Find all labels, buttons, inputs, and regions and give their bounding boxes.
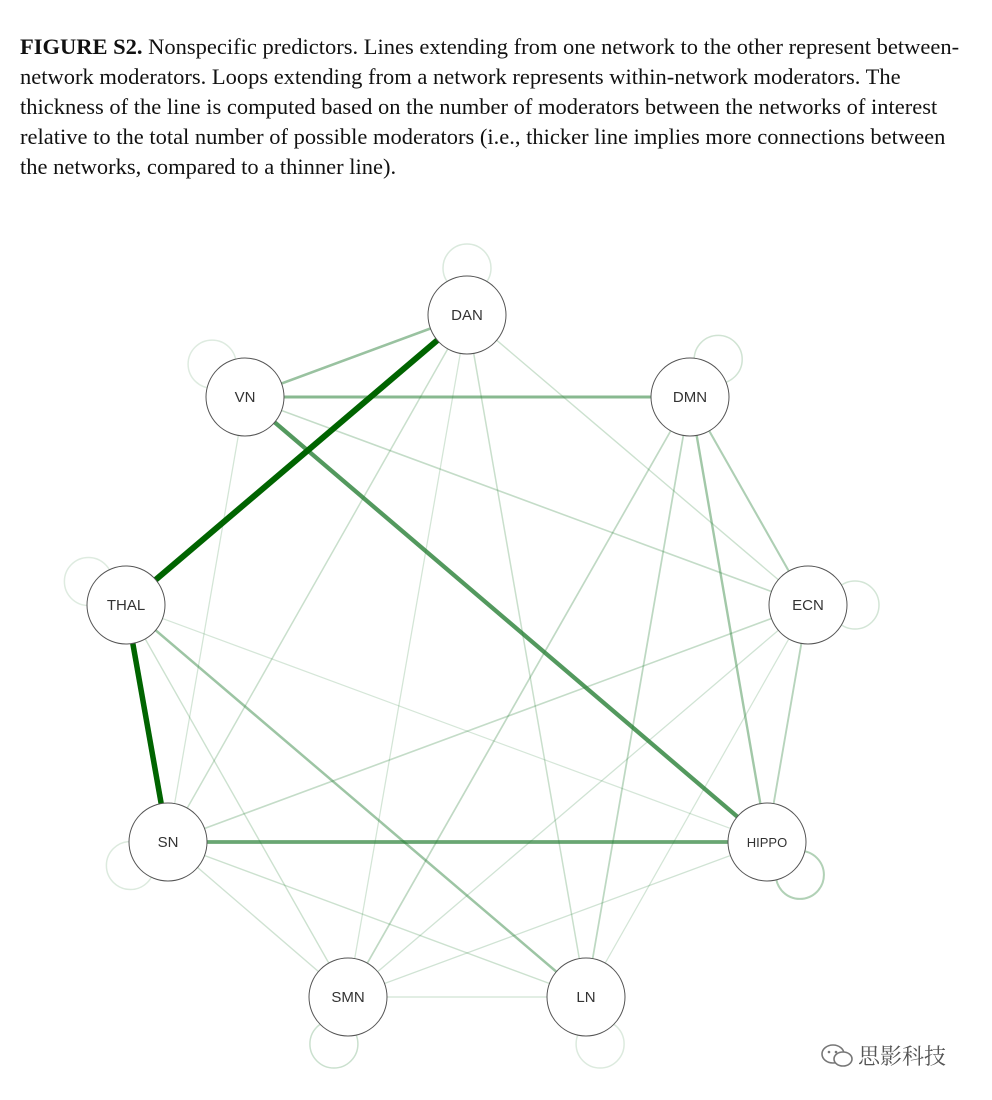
node-sn <box>129 803 207 881</box>
nodes-layer <box>87 276 847 1036</box>
edge-thal-hippo <box>126 605 767 842</box>
wechat-icon <box>820 1043 854 1069</box>
node-dmn <box>651 358 729 436</box>
edge-vn-hippo <box>245 397 767 842</box>
node-dan <box>428 276 506 354</box>
watermark-text: 思影科技 <box>858 1045 947 1070</box>
watermark <box>820 1040 946 1071</box>
edge-dan-ln <box>467 315 586 997</box>
figure-caption-text: Nonspecific predictors. Lines extending from one network to the other represent between-network moderators. Loops extending from a network represents within-network moderators. The thickness of the line is computed based on the number of moderators between the networks of interest relative to the total number of possible moderators (i.e., thicker line implies more connections between the networks, compared to a thinner line). <box>20 34 960 179</box>
node-smn <box>309 958 387 1036</box>
edge-dan-smn <box>348 315 467 997</box>
node-label: LN <box>576 989 596 1006</box>
node-label: ECN <box>792 597 824 614</box>
node-label: THAL <box>106 597 146 614</box>
edge-dan-ecn <box>467 315 808 605</box>
node-ln <box>547 958 625 1036</box>
node-ecn <box>769 566 847 644</box>
node-label: SMN <box>331 989 365 1006</box>
node-label: DAN <box>451 307 483 324</box>
node-thal <box>87 566 165 644</box>
edge-ecn-smn <box>348 605 808 997</box>
node-label: VN <box>234 389 256 406</box>
figure-label: FIGURE S2. <box>20 34 143 59</box>
node-label: DMN <box>672 389 708 406</box>
node-vn <box>206 358 284 436</box>
node-label: HIPPO <box>746 835 788 850</box>
node-label: SN <box>157 834 179 851</box>
node-hippo <box>728 803 806 881</box>
edge-thal-ln <box>126 605 586 997</box>
